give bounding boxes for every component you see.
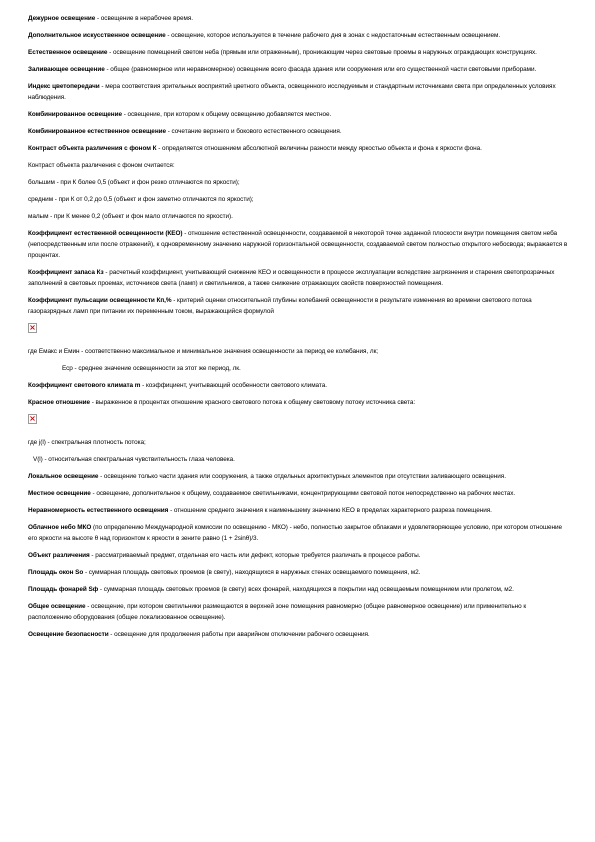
definition-text: - освещение, которое используется в течение рабочего дня в зонах с недостаточным естественным освещением. — [165, 32, 501, 39]
text-paragraph: Контраст объекта различения с фоном считается: — [28, 162, 175, 169]
term: Комбинированное естественное освещение — [28, 128, 167, 135]
term: Освещение безопасности — [28, 631, 109, 638]
definition-text: - отношение естественной освещенности, создаваемой в некоторой точке заданной плоскости внутри помещения светом неба (непосредственным или после отражений), к одновременному значению наружной горизонтальной освещенности, создаваемой светом полностью открытого небосвода; выражается в процентах. — [28, 230, 568, 259]
broken-image-icon: × — [29, 414, 36, 423]
term: Дополнительное искусственное освещение — [28, 32, 166, 39]
formula-image-placeholder — [28, 321, 568, 346]
term: Дежурное освещение — [28, 15, 96, 22]
definition-text: - суммарная площадь световых проемов (в свету), находящихся в наружных стенах освещаемого помещения, м2. — [83, 569, 421, 576]
definition-text: - освещение для продолжения работы при аварийном отключении рабочего освещения. — [108, 631, 370, 638]
definition-paragraph — [28, 228, 568, 261]
definition-text: - освещение, при котором светильники размещаются в верхней зоне помещения равномерно (общее равномерное освещение) или применительно к расположению оборудования (общее локализованное освещение). — [28, 603, 527, 621]
definition-text: - освещение, дополнительное к общему, создаваемое светильниками, концентрирующими световой поток непосредственно на рабочих местах. — [90, 490, 516, 497]
definition-text: - коэффициент, учитывающий особенности светового климата. — [140, 382, 327, 389]
broken-image-icon: × — [29, 323, 36, 332]
definition-paragraph — [28, 397, 568, 408]
definition-paragraph — [28, 64, 568, 75]
term: Площадь фонарей Sф — [28, 586, 99, 593]
text-paragraph: большим - при К более 0,5 (объект и фон резко отличаются по яркости); — [28, 179, 240, 186]
term: Местное освещение — [28, 490, 91, 497]
definition-text: - отношение среднего значения к наименьшему значению КЕО в пределах характерного разреза помещения. — [168, 507, 492, 514]
definition-text: - общее (равномерное или неравномерное) освещение всего фасада здания или сооружения или его существенной части световыми приборами. — [104, 66, 537, 73]
definition-text: - освещение помещений светом неба (прямым или отраженным), проникающим через световые проемы в наружных ограждающих конструкциях. — [107, 49, 537, 56]
definition-paragraph — [28, 488, 568, 499]
definition-paragraph — [28, 601, 568, 623]
term: Комбинированное освещение — [28, 111, 122, 118]
term: Объект различения — [28, 552, 90, 559]
definition-paragraph — [28, 550, 568, 561]
text-paragraph: малым - при К менее 0,2 (объект и фон мало отличаются по яркости). — [28, 213, 233, 220]
definition-paragraph — [28, 267, 568, 289]
definition-text: - освещение только части здания или сооружения, а также отдельных архитектурных элементов при отсутствии заливающего освещения. — [98, 473, 506, 480]
definition-paragraph — [28, 81, 568, 103]
term: Коэффициент естественной освещенности (КЕО) — [28, 230, 183, 237]
term: Заливающее освещение — [28, 66, 105, 73]
definition-paragraph — [28, 380, 568, 391]
text-paragraph: где j(l) - спектральная плотность потока; — [28, 439, 146, 446]
definition-paragraph — [28, 471, 568, 482]
definition-text: - суммарная площадь световых проемов (в свету) всех фонарей, находящихся в покрытии над освещаемым помещением или пролетом, м2. — [98, 586, 514, 593]
definition-paragraph — [28, 47, 568, 58]
term: Естественное освещение — [28, 49, 108, 56]
definition-paragraph — [28, 30, 568, 41]
definition-paragraph — [28, 629, 568, 640]
definition-paragraph — [28, 505, 568, 516]
term: Коэффициент светового климата m — [28, 382, 141, 389]
definition-text: - рассматриваемый предмет, отдельная его часть или дефект, которые требуется различать в процессе работы. — [89, 552, 421, 559]
definition-paragraph — [28, 143, 568, 154]
definition-text: - расчетный коэффициент, учитывающий снижение КЕО и освещенности в процессе эксплуатации вследствие загрязнения и старения светопрозрачных заполнений в световых проемах, источников света (ламп) и светильников, а также снижение отражающих свойств поверхностей помещения. — [28, 269, 555, 287]
term: Контраст объекта различения с фоном К — [28, 145, 157, 152]
definition-text: - освещение в нерабочее время. — [95, 15, 193, 22]
text-paragraph: Еср - среднее значение освещенности за этот же период, лк. — [62, 365, 241, 372]
definition-paragraph — [28, 109, 568, 120]
definition-paragraph — [28, 567, 568, 578]
term: Локальное освещение — [28, 473, 99, 480]
definition-text: - сочетание верхнего и бокового естественного освещения. — [166, 128, 342, 135]
definition-text: (по определению Международной комиссии по освещению - МКО) - небо, полностью закрытое облаками и удовлетворяющее условию, при котором отношение его яркости на высоте θ над горизонтом к яркости в зените равно (1 + 2sinθ)/3. — [28, 524, 562, 542]
definition-text: - критерий оценки относительной глубины колебаний освещенности в результате изменения во времени светового потока газоразрядных ламп при питании их переменным током, выражающийся формулой — [28, 297, 532, 315]
definition-text: - освещение, при котором к общему освещению добавляется местное. — [122, 111, 332, 118]
term: Коэффициент запаса Кз — [28, 269, 104, 276]
definition-paragraph — [28, 295, 568, 317]
formula-image-placeholder — [28, 412, 568, 437]
text-paragraph: где Емакс и Емин - соответственно максимальное и минимальное значения освещенности за период ее колебания, лк; — [28, 348, 379, 355]
definition-text: - выраженное в процентах отношение красного светового потока к общему световому потоку источника света: — [90, 399, 416, 406]
document-body — [28, 13, 568, 646]
term: Площадь окон So — [28, 569, 84, 576]
term: Красное отношение — [28, 399, 91, 406]
term: Коэффициент пульсации освещенности Кп,% — [28, 297, 172, 304]
term: Неравномерность естественного освещения — [28, 507, 169, 514]
definition-text: - определяется отношением абсолютной величины разности между яркостью объекта и фона к яркости фона. — [156, 145, 482, 152]
text-paragraph: V(l) - относительная спектральная чувствительность глаза человека. — [33, 456, 235, 463]
definition-paragraph — [28, 126, 568, 137]
definition-text: - мера соответствия зрительных восприятий цветного объекта, освещенного исследуемым и стандартным источниками света при определенных условиях наблюдения. — [28, 83, 556, 101]
term: Общее освещение — [28, 603, 86, 610]
text-paragraph: средним - при К от 0,2 до 0,5 (объект и фон заметно отличаются по яркости); — [28, 196, 254, 203]
definition-paragraph — [28, 13, 568, 24]
definition-paragraph — [28, 522, 568, 544]
term: Индекс цветопередачи — [28, 83, 100, 90]
term: Облачное небо МКО — [28, 524, 92, 531]
definition-paragraph — [28, 584, 568, 595]
